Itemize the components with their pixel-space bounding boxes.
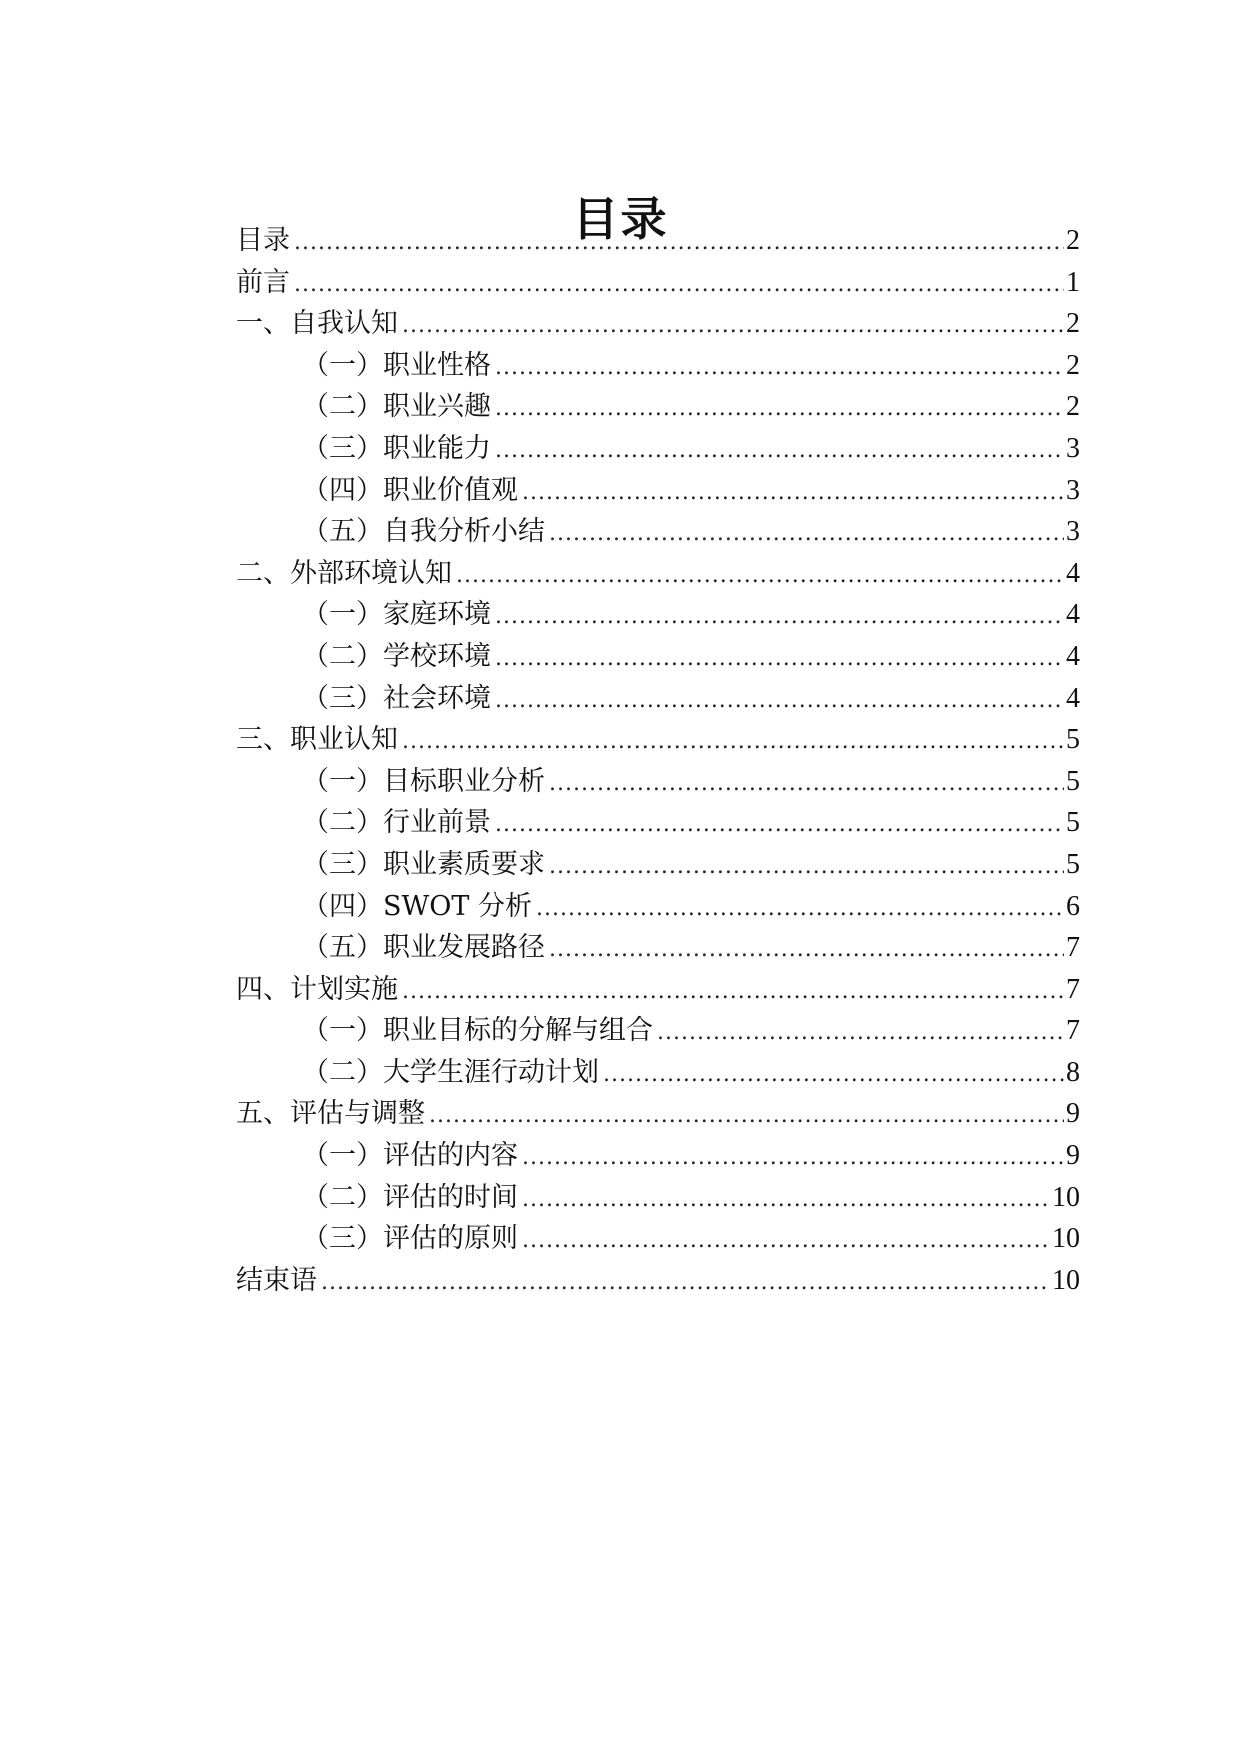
- toc-entry-label: （三）职业素质要求: [302, 848, 545, 880]
- toc-entry-section[interactable]: [236, 802, 1080, 844]
- toc-entry-section[interactable]: [236, 1218, 1080, 1260]
- toc-entry-label: （二）学校环境: [302, 640, 491, 672]
- toc-entry-page-number: 4: [1066, 682, 1080, 714]
- toc-entry-section[interactable]: [236, 1177, 1080, 1219]
- toc-entry-chapter[interactable]: [236, 553, 1080, 595]
- toc-entry-page-number: 7: [1066, 973, 1080, 1005]
- toc-entry-page-number: 3: [1066, 474, 1080, 506]
- toc-entry-label: （二）评估的时间: [302, 1181, 518, 1213]
- toc-dot-leader: [402, 305, 1064, 347]
- toc-entry-section[interactable]: [236, 594, 1080, 636]
- toc-entry-label: 前言: [236, 266, 290, 298]
- toc-entry-page-number: 8: [1066, 1056, 1080, 1088]
- toc-dot-leader: [456, 555, 1064, 597]
- toc-entry-page-number: 2: [1066, 349, 1080, 381]
- toc-entry-page-number: 2: [1066, 308, 1080, 340]
- toc-entry-page-number: 4: [1066, 599, 1080, 631]
- toc-entry-section[interactable]: [236, 1135, 1080, 1177]
- toc-entry-label: （五）职业发展路径: [302, 932, 545, 964]
- toc-entry-section[interactable]: [236, 470, 1080, 512]
- toc-entry-section[interactable]: [236, 1010, 1080, 1052]
- toc-entry-label: 三、职业认知: [236, 724, 398, 756]
- toc-entry-page-number: 5: [1066, 848, 1080, 880]
- toc-dot-leader: [495, 596, 1064, 638]
- toc-entry-page-number: 6: [1066, 890, 1080, 922]
- toc-entry-label: （二）职业兴趣: [302, 391, 491, 423]
- toc-entry-page-number: 7: [1066, 1015, 1080, 1047]
- toc-entry-page-number: 9: [1066, 1098, 1080, 1130]
- toc-entry-chapter[interactable]: [236, 303, 1080, 345]
- toc-entry-label: （一）职业性格: [302, 349, 491, 381]
- toc-entry-label: （二）大学生涯行动计划: [302, 1056, 599, 1088]
- toc-entry-section[interactable]: [236, 428, 1080, 470]
- toc-dot-leader: [549, 929, 1064, 971]
- toc-entry-label: 一、自我认知: [236, 308, 398, 340]
- toc-entry-section[interactable]: [236, 678, 1080, 720]
- toc-dot-leader: [603, 1054, 1064, 1096]
- toc-dot-leader: [495, 388, 1064, 430]
- toc-dot-leader: [495, 638, 1064, 680]
- toc-entry-page-number: 5: [1066, 765, 1080, 797]
- toc-entry-chapter[interactable]: [236, 1260, 1080, 1302]
- toc-entry-label: （四）SWOT 分析: [302, 890, 532, 922]
- page-title: 目录: [572, 191, 669, 246]
- toc-entry-label: 四、计划实施: [236, 973, 398, 1005]
- toc-entry-page-number: 3: [1066, 516, 1080, 548]
- toc-dot-leader: [549, 846, 1064, 888]
- toc-entry-section[interactable]: [236, 386, 1080, 428]
- toc-entry-page-number: 3: [1066, 432, 1080, 464]
- toc-entry-label: （四）职业价值观: [302, 474, 518, 506]
- toc-entry-section[interactable]: [236, 511, 1080, 553]
- toc-entry-page-number: 9: [1066, 1140, 1080, 1172]
- toc-entry-page-number: 2: [1066, 225, 1080, 256]
- toc-dot-leader: [402, 971, 1064, 1013]
- toc-entry-label: （三）职业能力: [302, 432, 491, 464]
- toc-entry-label: （一）目标职业分析: [302, 765, 545, 797]
- toc-dot-leader: [495, 804, 1064, 846]
- toc-dot-leader: [549, 763, 1064, 805]
- toc-dot-leader: [321, 1262, 1050, 1304]
- toc-entry-section[interactable]: [236, 844, 1080, 886]
- toc-entry-page-number: 10: [1052, 1181, 1080, 1213]
- toc-dot-leader: [495, 430, 1064, 472]
- toc-dot-leader: [495, 680, 1064, 722]
- toc-entry-label: （五）自我分析小结: [302, 516, 545, 548]
- toc-entry-page-number: 1: [1066, 266, 1080, 298]
- toc-entry-chapter[interactable]: [236, 262, 1080, 304]
- toc-entry-page-number: 5: [1066, 807, 1080, 839]
- toc-entry-label: 二、外部环境认知: [236, 557, 452, 589]
- toc-dot-leader: [294, 264, 1064, 306]
- toc-dot-leader: [429, 1095, 1064, 1137]
- toc-entry-section[interactable]: [236, 927, 1080, 969]
- toc-dot-leader: [495, 347, 1064, 389]
- toc-entry-page-number: 7: [1066, 932, 1080, 964]
- toc-entry-page-number: 4: [1066, 640, 1080, 672]
- toc-dot-leader: [549, 513, 1064, 555]
- toc-entry-section[interactable]: [236, 886, 1080, 928]
- toc-dot-leader: [657, 1012, 1064, 1054]
- toc-dot-leader: [402, 721, 1064, 763]
- toc-entry-page-number: 4: [1066, 557, 1080, 589]
- toc-entry-page-number: 2: [1066, 391, 1080, 423]
- toc-entry-label: 目录: [236, 225, 290, 256]
- toc-entry-label: （一）家庭环境: [302, 599, 491, 631]
- toc-entry-label: （三）社会环境: [302, 682, 491, 714]
- toc-dot-leader: [522, 1179, 1050, 1221]
- toc-dot-leader: [536, 888, 1064, 930]
- toc-entry-chapter[interactable]: [236, 969, 1080, 1011]
- toc-entry-section[interactable]: [236, 761, 1080, 803]
- toc-entry-chapter[interactable]: [236, 719, 1080, 761]
- toc-entry-chapter[interactable]: [236, 1093, 1080, 1135]
- toc-entry-section[interactable]: [236, 345, 1080, 387]
- toc-entry-page-number: 10: [1052, 1223, 1080, 1255]
- toc-entry-section[interactable]: [236, 1052, 1080, 1094]
- toc-entry-section[interactable]: [236, 636, 1080, 678]
- toc-entry-page-number: 10: [1052, 1264, 1080, 1296]
- toc-entry-label: 五、评估与调整: [236, 1098, 425, 1130]
- table-of-contents: [236, 220, 1080, 1301]
- toc-entry-page-number: 5: [1066, 724, 1080, 756]
- toc-entry-label: （二）行业前景: [302, 807, 491, 839]
- toc-dot-leader: [522, 472, 1064, 514]
- toc-entry-label: （三）评估的原则: [302, 1223, 518, 1255]
- toc-entry-label: （一）职业目标的分解与组合: [302, 1015, 653, 1047]
- toc-dot-leader: [522, 1137, 1064, 1179]
- toc-dot-leader: [522, 1220, 1050, 1262]
- toc-dot-leader: [294, 222, 1064, 264]
- toc-entry-label: （一）评估的内容: [302, 1140, 518, 1172]
- toc-entry-label: 结束语: [236, 1264, 317, 1296]
- toc-entry-chapter[interactable]: [236, 220, 1080, 262]
